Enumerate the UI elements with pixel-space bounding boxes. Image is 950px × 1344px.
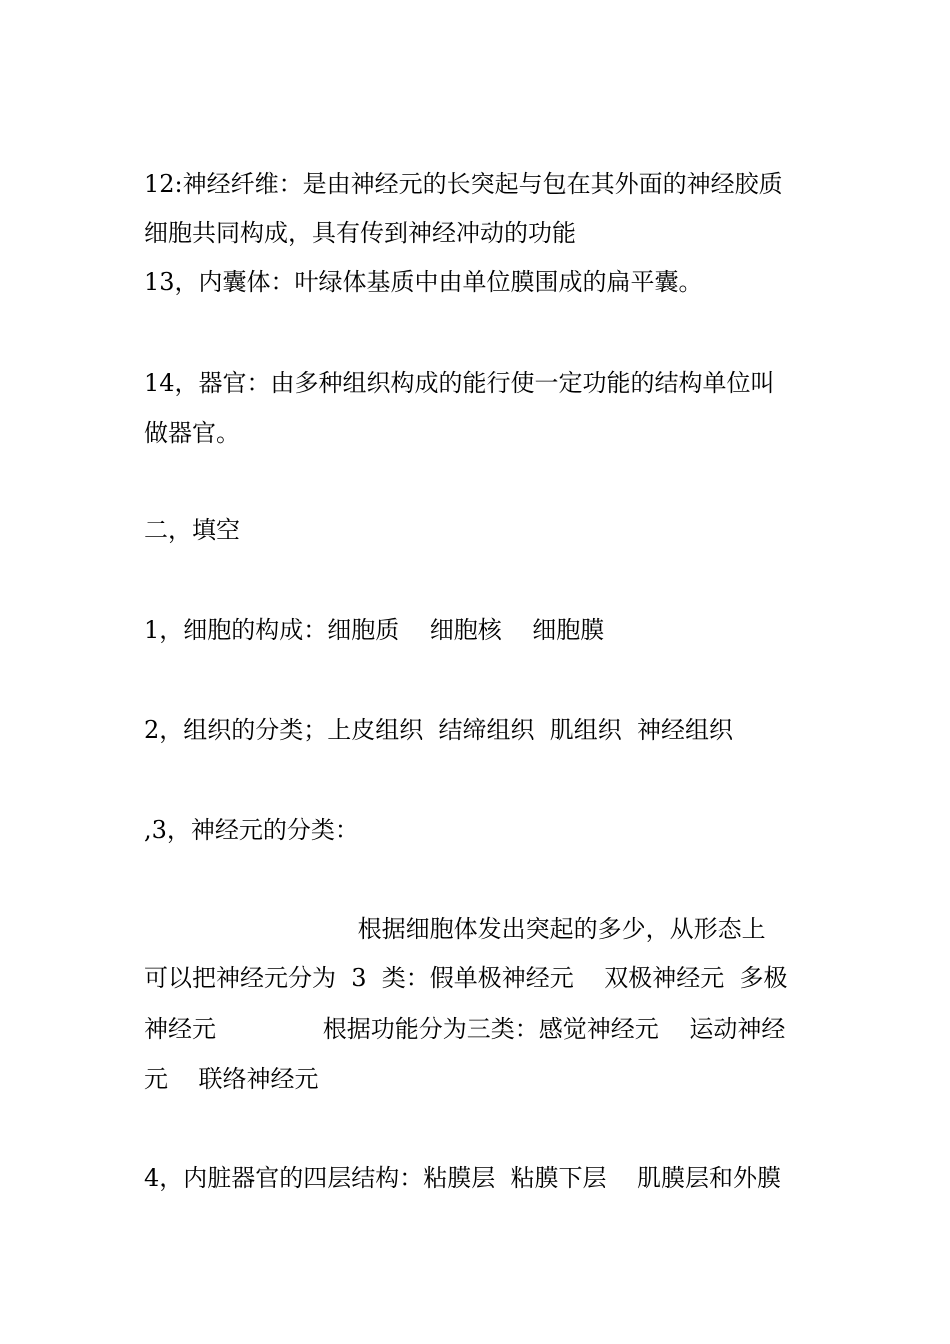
- text-line-term-12-a: 12:神经纤维：是由神经元的长突起与包在其外面的神经胶质: [144, 170, 783, 198]
- text-line-term-12-b: 细胞共同构成，具有传到神经冲动的功能: [144, 219, 576, 247]
- text-line-item-3-d: 元 联络神经元: [144, 1065, 319, 1093]
- text-line-term-13: 13，内囊体：叶绿体基质中由单位膜围成的扁平囊。: [144, 268, 703, 296]
- section-heading-fill-blank: 二，填空: [144, 516, 240, 544]
- text-line-item-4: 4，内脏器官的四层结构：粘膜层 粘膜下层 肌膜层和外膜: [144, 1164, 782, 1192]
- text-line-item-3-c: 神经元 根据功能分为三类：感觉神经元 运动神经: [144, 1015, 786, 1043]
- text-line-item-3: ,3，神经元的分类：: [144, 816, 359, 844]
- text-line-item-3-b: 可以把神经元分为 3 类：假单极神经元 双极神经元 多极: [144, 964, 788, 992]
- text-line-item-3-a: 根据细胞体发出突起的多少，从形态上: [144, 915, 766, 943]
- text-line-item-1: 1，细胞的构成：细胞质 细胞核 细胞膜: [144, 616, 605, 644]
- text-line-term-14-b: 做器官。: [144, 419, 240, 447]
- text-line-term-14-a: 14，器官：由多种组织构成的能行使一定功能的结构单位叫: [144, 369, 775, 397]
- text-line-item-2: 2，组织的分类；上皮组织 结缔组织 肌组织 神经组织: [144, 716, 734, 744]
